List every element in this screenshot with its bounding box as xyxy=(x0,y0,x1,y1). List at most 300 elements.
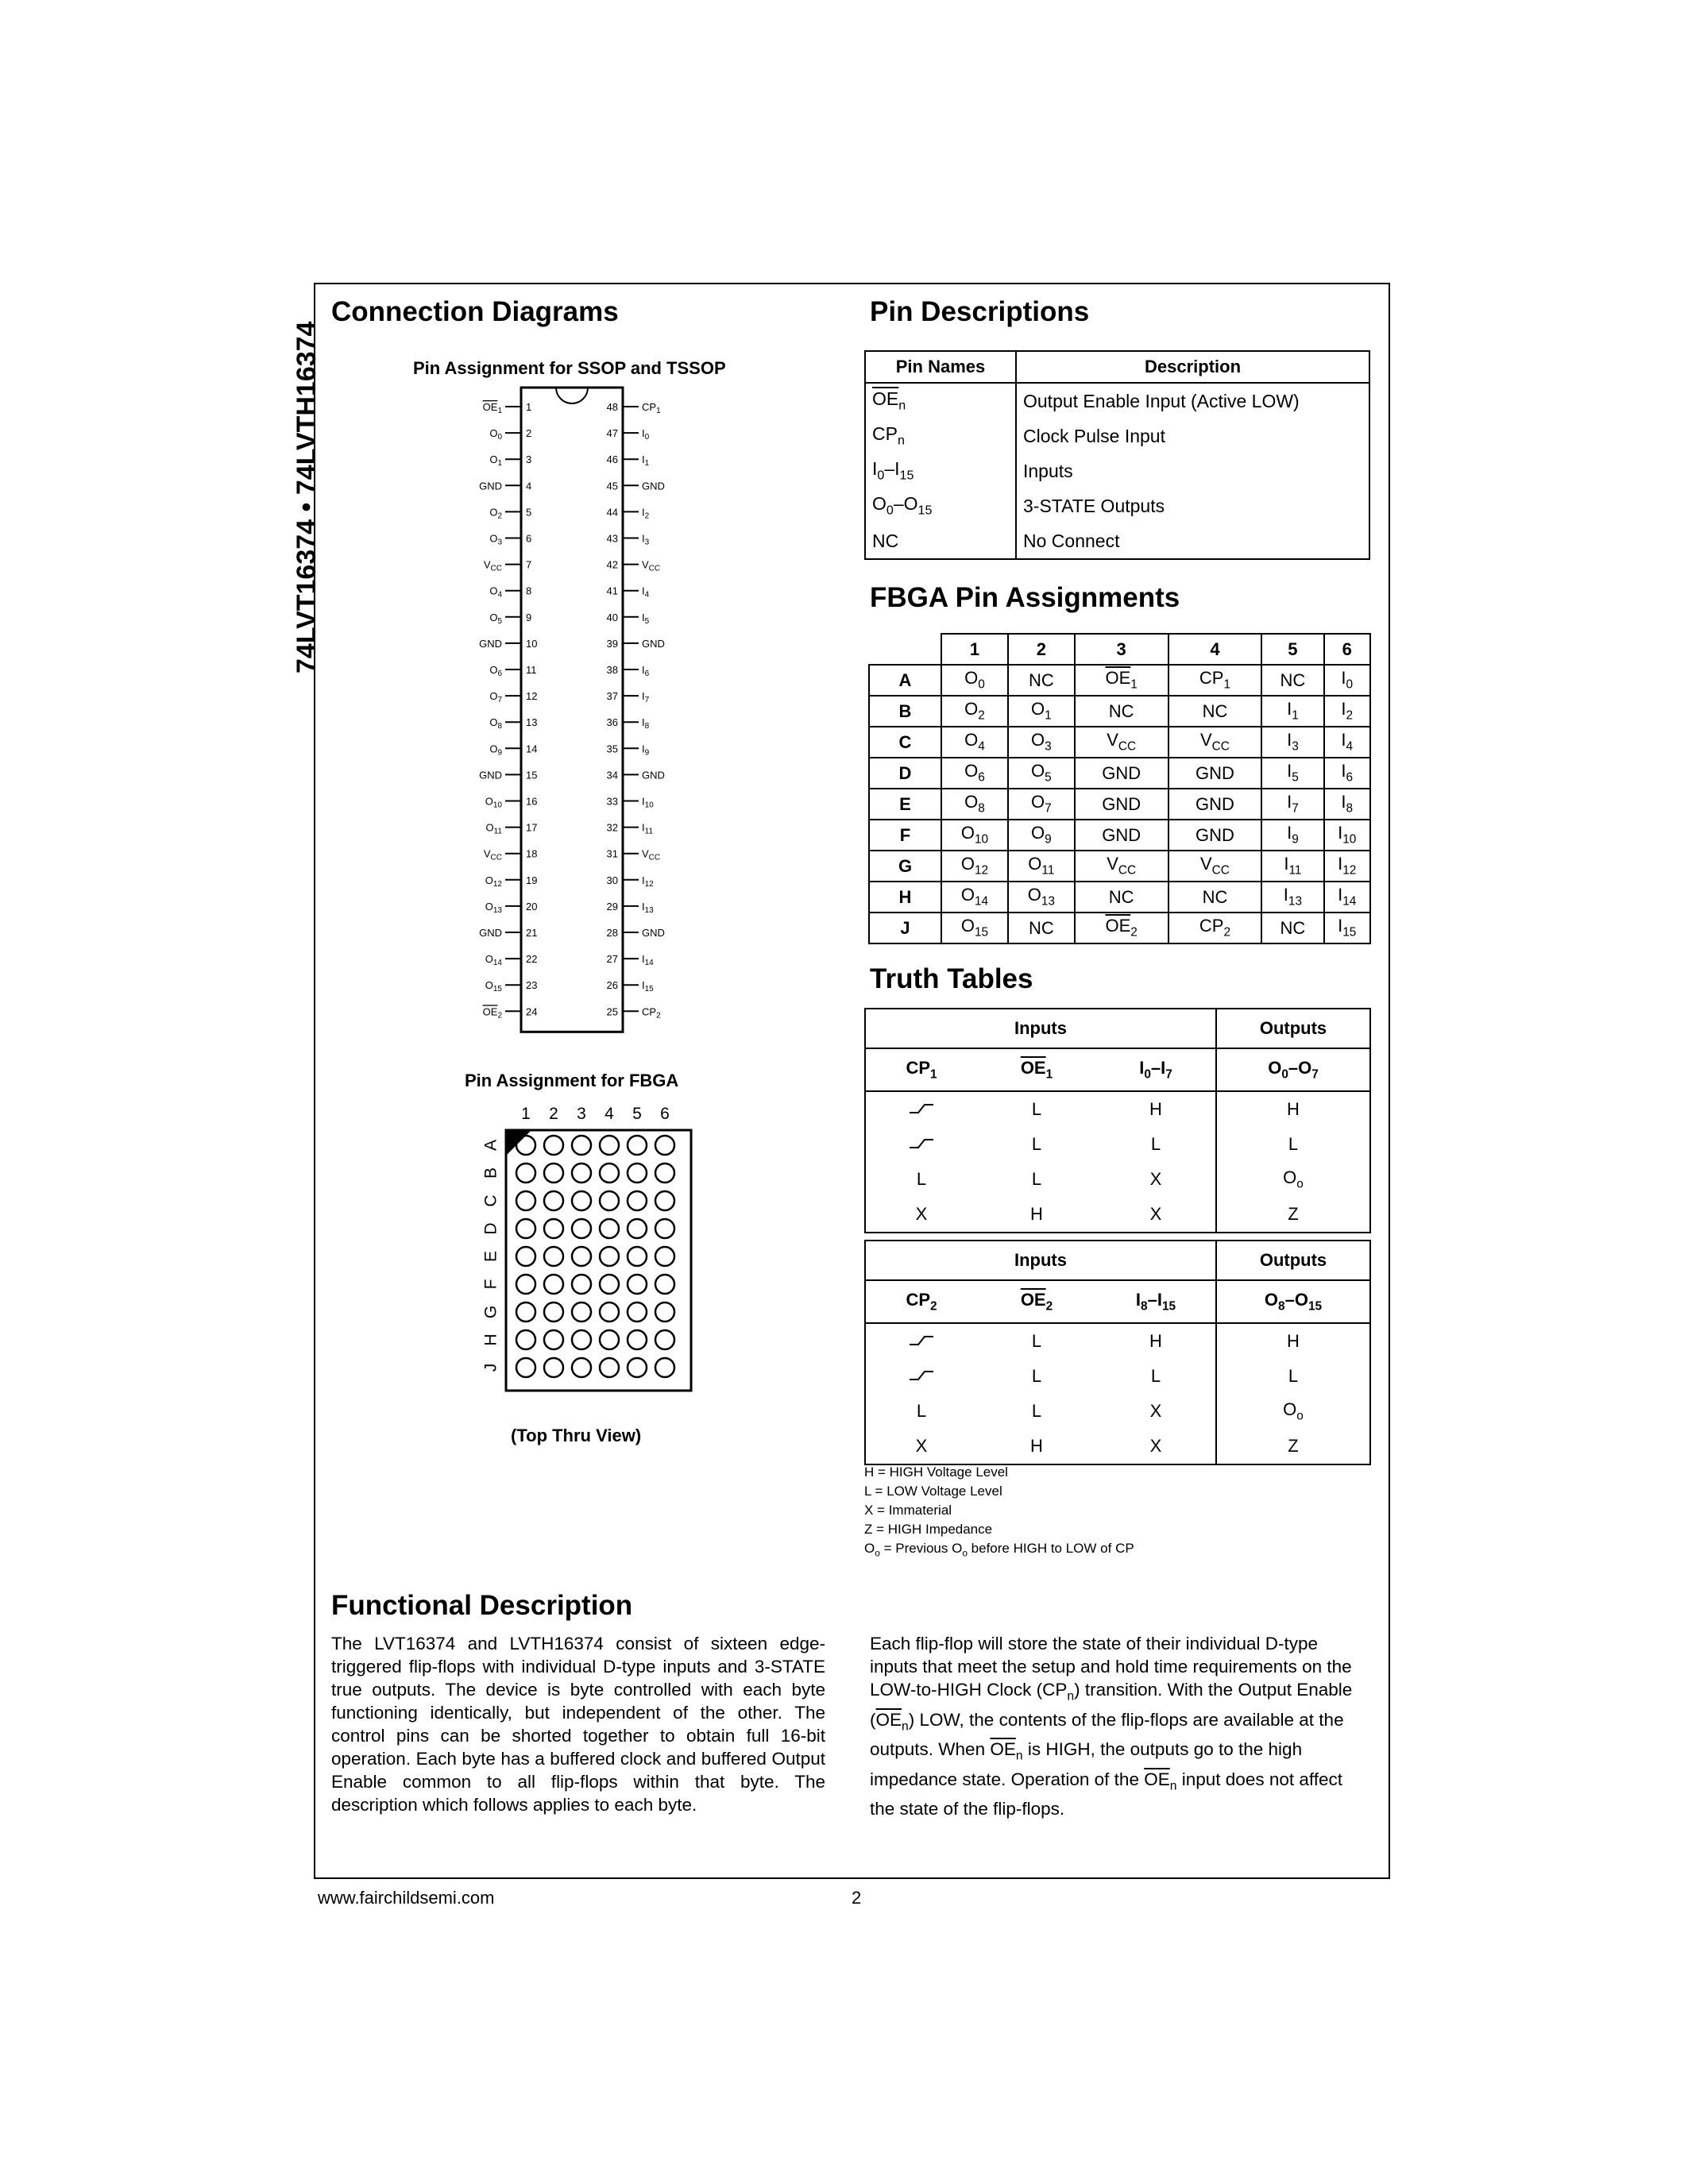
fbga-col-number: 2 xyxy=(549,1105,558,1123)
truth-cell xyxy=(865,1323,977,1359)
pin-description: Clock Pulse Input xyxy=(1016,419,1369,453)
truth-table-row xyxy=(865,1359,1370,1394)
pin-number: 7 xyxy=(526,558,532,571)
fbga-ball xyxy=(516,1219,535,1238)
fbga-cell: GND xyxy=(1168,820,1262,851)
pin-number: 21 xyxy=(526,927,538,939)
side-title: 74LVT16374 • 74LVTH16374 xyxy=(292,321,322,673)
fbga-ball xyxy=(572,1163,591,1183)
truth-cell: Z xyxy=(1288,1436,1299,1456)
pin-label: $O_5$ xyxy=(489,611,502,626)
pin-label: $I_7$ xyxy=(642,690,650,705)
pin-number: 31 xyxy=(606,847,618,860)
pin-number: 25 xyxy=(606,1005,618,1018)
fbga-ball xyxy=(544,1302,563,1322)
pin-label: $V_{CC}$ xyxy=(642,847,661,862)
pin-number: 16 xyxy=(526,795,538,808)
fbga-col-header: 1 xyxy=(941,634,1008,665)
fbga-ball xyxy=(544,1136,563,1155)
pin-label: $O_9$ xyxy=(489,743,502,758)
pin-number: 41 xyxy=(606,585,618,597)
fbga-cell: NC xyxy=(1008,665,1075,696)
pin-label: GND xyxy=(642,769,665,781)
fbga-row-letter: E xyxy=(481,1250,500,1263)
pin-label: $I_8$ xyxy=(642,716,650,731)
pin-label: $O_0$ xyxy=(489,427,502,442)
pin-number: 27 xyxy=(606,953,618,966)
fbga-col-number: 5 xyxy=(632,1105,642,1123)
fbga-cell: $CP_1$ xyxy=(1168,665,1262,696)
pin-number: 39 xyxy=(606,637,618,650)
fbga-cell: $O_4$ xyxy=(941,727,1008,758)
outputs-group-header: Outputs xyxy=(1216,1009,1370,1048)
pin-label: $I_{11}$ xyxy=(642,821,654,836)
fbga-row-label: F xyxy=(869,820,941,851)
pin-descriptions-heading: Pin Descriptions xyxy=(870,296,1090,327)
functional-description-para-2: Each flip-flop will store the state of their individual D-type inputs that meet the setup and hold time requirements on the LOW-to-HIGH Clock $(CP_n)$ transition. With the Output Enable $(\overline{OE}_n)$ LOW, the contents of the flip-flops are available at the outputs. When $\overline{OE}_n$ is HIGH, the outputs go to the high impedance state. Operation of the $\overline{OE}_n$ input does not affect the state of the flip-flops. xyxy=(870,1634,1353,1819)
truth-table-row xyxy=(865,1091,1370,1127)
fbga-cell: GND xyxy=(1075,820,1168,851)
fbga-row-letter: B xyxy=(481,1167,500,1179)
fbga-row-letter: G xyxy=(481,1305,500,1319)
pin-label: GND xyxy=(642,480,665,492)
fbga-row xyxy=(869,665,1370,696)
truth-table-row xyxy=(865,1429,1370,1464)
truth-cell: L xyxy=(1031,1169,1042,1189)
fbga-cell: NC xyxy=(1261,913,1323,943)
pin-label: $V_{CC}$ xyxy=(483,558,502,573)
fbga-cell: NC xyxy=(1075,696,1168,727)
truth-cell: H xyxy=(1287,1099,1300,1119)
fbga-cell: $O_5$ xyxy=(1008,758,1075,789)
pin-number: 5 xyxy=(526,506,532,519)
fbga-ball xyxy=(572,1136,591,1155)
fbga-row-label: G xyxy=(869,851,941,882)
truth-table-row xyxy=(865,1394,1370,1429)
pin-name: NC xyxy=(865,523,1016,559)
fbga-caption: Pin Assignment for FBGA xyxy=(465,1071,679,1090)
pin-number: 45 xyxy=(606,480,618,492)
truth-cell: L xyxy=(1031,1099,1042,1119)
pin-label: $O_{13}$ xyxy=(485,900,502,915)
fbga-cell: $O_2$ xyxy=(941,696,1008,727)
fbga-cell: $V_{CC}$ xyxy=(1075,727,1168,758)
fbga-cell: $I_{10}$ xyxy=(1324,820,1370,851)
fbga-ball xyxy=(628,1247,647,1266)
fbga-cell: GND xyxy=(1075,758,1168,789)
fbga-assignments-heading: FBGA Pin Assignments xyxy=(870,582,1180,613)
fbga-cell: $I_2$ xyxy=(1324,696,1370,727)
truth-col-header: $I_0-I_7$ xyxy=(1096,1048,1216,1091)
ssop-pinout-diagram xyxy=(445,381,763,1048)
fbga-cell: $I_8$ xyxy=(1324,789,1370,820)
fbga-cell: GND xyxy=(1075,789,1168,820)
truth-cell: L xyxy=(1288,1134,1299,1154)
fbga-ball xyxy=(655,1163,674,1183)
fbga-cell: GND xyxy=(1168,758,1262,789)
fbga-row xyxy=(869,696,1370,727)
fbga-cell: $I_{11}$ xyxy=(1261,851,1323,882)
fbga-cell: NC xyxy=(1261,665,1323,696)
note-previous: $O_o$ = Previous $O_o$ before HIGH to LOW of CP xyxy=(864,1541,1134,1559)
truth-cell: L xyxy=(1096,1127,1216,1162)
pin-label: $I_0$ xyxy=(642,427,650,442)
pin-label: $I_{14}$ xyxy=(642,953,654,968)
fbga-ball xyxy=(572,1275,591,1294)
fbga-view-caption: (Top Thru View) xyxy=(511,1426,642,1445)
fbga-row-letter: F xyxy=(481,1279,500,1290)
fbga-ball xyxy=(516,1136,535,1155)
pin-label: $I_{15}$ xyxy=(642,979,654,994)
truth-cell: L xyxy=(1031,1331,1042,1351)
note-z: Z = HIGH Impedance xyxy=(864,1522,993,1537)
pin-label: $OE_2$ xyxy=(482,1005,502,1021)
fbga-row-letter: H xyxy=(481,1333,500,1346)
pin-number: 12 xyxy=(526,690,538,703)
fbga-row-label: E xyxy=(869,789,941,820)
truth-cell: Z xyxy=(1288,1204,1299,1224)
fbga-ball xyxy=(600,1330,619,1349)
pin-number: 36 xyxy=(606,716,618,729)
pin-label: $O_1$ xyxy=(489,453,502,469)
fbga-assignments-table xyxy=(868,633,1371,944)
note-h: H = HIGH Voltage Level xyxy=(864,1464,1008,1480)
fbga-row-label: J xyxy=(869,913,941,943)
fbga-ball xyxy=(655,1358,674,1377)
pin-label: $I_{12}$ xyxy=(642,874,654,889)
truth-cell: X xyxy=(1096,1394,1216,1429)
fbga-cell: $I_3$ xyxy=(1261,727,1323,758)
pin-description-row xyxy=(865,383,1369,419)
truth-table-row xyxy=(865,1127,1370,1162)
fbga-ball xyxy=(600,1136,619,1155)
fbga-row xyxy=(869,851,1370,882)
outputs-group-header: Outputs xyxy=(1216,1241,1370,1280)
fbga-ball xyxy=(655,1302,674,1322)
pin-number: 48 xyxy=(606,401,618,413)
fbga-ball xyxy=(600,1219,619,1238)
truth-table-notes xyxy=(864,1463,1134,1562)
truth-cell: L xyxy=(1288,1366,1299,1386)
truth-tables-heading: Truth Tables xyxy=(870,963,1033,994)
fbga-row xyxy=(869,820,1370,851)
pin-label: $O_7$ xyxy=(489,690,502,705)
fbga-cell: NC xyxy=(1008,913,1075,943)
pin-description-row xyxy=(865,453,1369,488)
pin-description-row xyxy=(865,488,1369,523)
pin-number: 18 xyxy=(526,847,538,860)
fbga-ball xyxy=(655,1191,674,1210)
truth-cell xyxy=(865,1127,977,1162)
truth-cell: X xyxy=(1096,1162,1216,1197)
fbga-row-letter: D xyxy=(481,1222,500,1235)
fbga-cell: $I_6$ xyxy=(1324,758,1370,789)
pin-number: 46 xyxy=(606,453,618,466)
fbga-ball xyxy=(516,1330,535,1349)
pin-description-row xyxy=(865,523,1369,559)
pin-label: $O_4$ xyxy=(489,585,502,600)
functional-description-heading: Functional Description xyxy=(331,1590,633,1621)
fbga-cell: $O_{14}$ xyxy=(941,882,1008,913)
pin-description: 3-STATE Outputs xyxy=(1016,488,1369,523)
fbga-ball xyxy=(572,1358,591,1377)
fbga-col-header: 2 xyxy=(1008,634,1075,665)
fbga-cell: $CP_2$ xyxy=(1168,913,1262,943)
pin-label: GND xyxy=(479,480,502,492)
pin-label: $O_{15}$ xyxy=(485,979,502,994)
pin-description: Output Enable Input (Active LOW) xyxy=(1016,383,1369,419)
pin-label: $CP_2$ xyxy=(642,1005,661,1021)
truth-table-1 xyxy=(864,1008,1371,1233)
pin-label: $I_9$ xyxy=(642,743,650,758)
footer-page-number: 2 xyxy=(852,1888,862,1908)
pin-number: 29 xyxy=(606,900,618,913)
pin-name: $CP_n$ xyxy=(865,419,1016,453)
pin-number: 2 xyxy=(526,427,532,440)
fbga-cell: $I_1$ xyxy=(1261,696,1323,727)
pin-number: 15 xyxy=(526,769,538,781)
pin-number: 6 xyxy=(526,532,532,545)
truth-cell: L xyxy=(1031,1401,1042,1421)
pin-number: 42 xyxy=(606,558,618,571)
fbga-ball xyxy=(572,1247,591,1266)
truth-cell xyxy=(865,1091,977,1127)
pin-label: $O_{10}$ xyxy=(485,795,502,810)
fbga-row-letter: A xyxy=(481,1139,500,1152)
pin-number: 3 xyxy=(526,453,532,466)
fbga-ball xyxy=(628,1191,647,1210)
truth-cell: L xyxy=(1096,1359,1216,1394)
fbga-cell: $O_7$ xyxy=(1008,789,1075,820)
truth-col-header: $O_8-O_{15}$ xyxy=(1216,1280,1370,1323)
truth-table-row xyxy=(865,1323,1370,1359)
fbga-ball xyxy=(655,1247,674,1266)
truth-cell: H xyxy=(1030,1436,1043,1456)
fbga-row-label: B xyxy=(869,696,941,727)
fbga-ball xyxy=(600,1247,619,1266)
description-header: Description xyxy=(1016,351,1369,383)
truth-cell: X xyxy=(1096,1197,1216,1233)
footer-website[interactable]: www.fairchildsemi.com xyxy=(318,1888,495,1908)
fbga-cell: $I_5$ xyxy=(1261,758,1323,789)
pin-number: 1 xyxy=(526,401,532,413)
fbga-ball xyxy=(628,1330,647,1349)
fbga-cell: $V_{CC}$ xyxy=(1168,851,1262,882)
note-l: L = LOW Voltage Level xyxy=(864,1484,1002,1499)
rising-edge-icon xyxy=(908,1334,935,1347)
fbga-col-number: 1 xyxy=(521,1105,531,1123)
fbga-ball xyxy=(655,1330,674,1349)
fbga-ball xyxy=(600,1302,619,1322)
fbga-cell: $O_1$ xyxy=(1008,696,1075,727)
fbga-cell: $O_6$ xyxy=(941,758,1008,789)
fbga-ball xyxy=(628,1219,647,1238)
fbga-ball xyxy=(544,1275,563,1294)
fbga-row-label: H xyxy=(869,882,941,913)
functional-description-para-1: The LVT16374 and LVTH16374 consist of sixteen edge-triggered flip-flops with individual D-type inputs and 3-STATE true outputs. The device is byte controlled with each byte functioning identically, but independent of the other. The control pins can be shorted together to obtain full 16-bit operation. Each byte has a buffered clock and buffered Output Enable common to all flip-flops within that byte. The description which follows applies to each byte. xyxy=(331,1634,825,1815)
fbga-cell: $O_3$ xyxy=(1008,727,1075,758)
pin-number: 8 xyxy=(526,585,532,597)
pin-number: 33 xyxy=(606,795,618,808)
inputs-group-header: Inputs xyxy=(865,1009,1216,1048)
fbga-ball xyxy=(544,1219,563,1238)
fbga-row xyxy=(869,727,1370,758)
fbga-ball xyxy=(600,1275,619,1294)
pin-description-row xyxy=(865,419,1369,453)
pin-label: $O_{14}$ xyxy=(485,953,502,968)
fbga-pin-grid-diagram xyxy=(469,1100,707,1402)
truth-table-row xyxy=(865,1162,1370,1197)
fbga-cell: $O_{13}$ xyxy=(1008,882,1075,913)
fbga-cell: $V_{CC}$ xyxy=(1168,727,1262,758)
pin-number: 26 xyxy=(606,979,618,992)
truth-table-2 xyxy=(864,1240,1371,1465)
pin-number: 20 xyxy=(526,900,538,913)
pin-number: 24 xyxy=(526,1005,538,1018)
fbga-ball xyxy=(516,1247,535,1266)
pin-number: 40 xyxy=(606,611,618,623)
pin-label: $I_3$ xyxy=(642,532,650,547)
pin-number: 28 xyxy=(606,927,618,939)
pin-label: $O_6$ xyxy=(489,664,502,678)
pin-label: $I_{13}$ xyxy=(642,900,654,915)
truth-cell: H xyxy=(1030,1204,1043,1224)
pin-number: 19 xyxy=(526,874,538,886)
truth-cell: H xyxy=(1096,1091,1216,1127)
truth-table-row xyxy=(865,1197,1370,1233)
fbga-col-number: 6 xyxy=(660,1105,670,1123)
truth-col-header: $I_8-I_{15}$ xyxy=(1096,1280,1216,1323)
fbga-ball xyxy=(600,1191,619,1210)
fbga-cell: $O_8$ xyxy=(941,789,1008,820)
fbga-cell: GND xyxy=(1168,789,1262,820)
fbga-ball xyxy=(544,1330,563,1349)
fbga-cell: $O_9$ xyxy=(1008,820,1075,851)
pin-name: $\overline{OE}_n$ xyxy=(865,383,1016,419)
fbga-ball xyxy=(544,1191,563,1210)
truth-col-header: $\overline{OE}_1$ xyxy=(977,1048,1096,1091)
fbga-ball xyxy=(600,1358,619,1377)
pin-number: 22 xyxy=(526,953,538,966)
truth-cell: L xyxy=(916,1169,927,1189)
fbga-cell: $I_{15}$ xyxy=(1324,913,1370,943)
pin-label: $O_8$ xyxy=(489,716,502,731)
pin-number: 13 xyxy=(526,716,538,729)
fbga-col-header: 5 xyxy=(1261,634,1323,665)
fbga-cell: $\overline{OE}_1$ xyxy=(1075,665,1168,696)
fbga-ball xyxy=(628,1163,647,1183)
pin-descriptions-table xyxy=(864,350,1370,560)
fbga-cell: $I_{13}$ xyxy=(1261,882,1323,913)
pin-number: 44 xyxy=(606,506,618,519)
fbga-row xyxy=(869,882,1370,913)
truth-cell: H xyxy=(1096,1323,1216,1359)
fbga-ball xyxy=(516,1302,535,1322)
truth-cell: L xyxy=(1031,1366,1042,1386)
fbga-cell: $O_{10}$ xyxy=(941,820,1008,851)
ssop-caption: Pin Assignment for SSOP and TSSOP xyxy=(413,358,726,378)
pin-label: $O_{12}$ xyxy=(485,874,502,889)
truth-col-header: $CP_1$ xyxy=(865,1048,977,1091)
pin-label: GND xyxy=(479,769,502,781)
pin-label: $I_5$ xyxy=(642,611,650,626)
fbga-row xyxy=(869,789,1370,820)
pin-label: $OE_1$ xyxy=(482,401,502,415)
fbga-row xyxy=(869,758,1370,789)
pin-label: GND xyxy=(479,927,502,939)
pin-number: 43 xyxy=(606,532,618,545)
fbga-ball xyxy=(655,1136,674,1155)
fbga-ball xyxy=(572,1219,591,1238)
fbga-row-label: D xyxy=(869,758,941,789)
fbga-col-header: 4 xyxy=(1168,634,1262,665)
pin-number: 38 xyxy=(606,664,618,676)
truth-cell: L xyxy=(1031,1134,1042,1154)
truth-cell: $O_o$ xyxy=(1283,1399,1304,1423)
fbga-col-header: 3 xyxy=(1075,634,1168,665)
truth-cell xyxy=(865,1359,977,1394)
fbga-ball xyxy=(572,1302,591,1322)
fbga-ball xyxy=(544,1163,563,1183)
pin-label: $I_1$ xyxy=(642,453,650,469)
fbga-row-label: A xyxy=(869,665,941,696)
pin-label: GND xyxy=(642,927,665,939)
truth-col-header: $O_0-O_7$ xyxy=(1216,1048,1370,1091)
pin-number: 37 xyxy=(606,690,618,703)
truth-cell: L xyxy=(916,1401,927,1421)
fbga-cell: $O_{11}$ xyxy=(1008,851,1075,882)
fbga-ball xyxy=(600,1163,619,1183)
truth-col-header: $\overline{OE}_2$ xyxy=(977,1280,1096,1323)
pin-label: $O_{11}$ xyxy=(485,821,502,836)
pin-label: $O_3$ xyxy=(489,532,502,547)
fbga-row xyxy=(869,913,1370,943)
truth-cell: H xyxy=(1287,1331,1300,1351)
truth-cell: X xyxy=(915,1204,928,1224)
fbga-cell: NC xyxy=(1168,882,1262,913)
fbga-cell: $I_{12}$ xyxy=(1324,851,1370,882)
fbga-ball xyxy=(655,1275,674,1294)
rising-edge-icon xyxy=(908,1137,935,1150)
fbga-row-letter: C xyxy=(481,1194,500,1207)
fbga-cell: $V_{CC}$ xyxy=(1075,851,1168,882)
pin1-notch xyxy=(556,388,588,403)
pin-label: $I_6$ xyxy=(642,664,650,678)
rising-edge-icon xyxy=(908,1102,935,1115)
fbga-row-letter: J xyxy=(481,1363,500,1372)
inputs-group-header: Inputs xyxy=(865,1241,1216,1280)
truth-cell: X xyxy=(915,1436,928,1456)
pin-number: 47 xyxy=(606,427,618,440)
fbga-cell: $I_7$ xyxy=(1261,789,1323,820)
fbga-cell: NC xyxy=(1075,882,1168,913)
fbga-ball xyxy=(655,1219,674,1238)
fbga-col-number: 4 xyxy=(605,1105,614,1123)
fbga-cell: $I_{14}$ xyxy=(1324,882,1370,913)
pin-name: $I_0-I_{15}$ xyxy=(865,453,1016,488)
pin-number: 30 xyxy=(606,874,618,886)
pin-label: $I_2$ xyxy=(642,506,650,521)
fbga-col-number: 3 xyxy=(577,1105,586,1123)
fbga-cell: $I_0$ xyxy=(1324,665,1370,696)
fbga-col-header: 6 xyxy=(1324,634,1370,665)
pin-label: $V_{CC}$ xyxy=(642,558,661,573)
fbga-ball xyxy=(544,1358,563,1377)
pin-label: $V_{CC}$ xyxy=(483,847,502,862)
fbga-ball xyxy=(572,1191,591,1210)
fbga-row-label: C xyxy=(869,727,941,758)
pin-label: GND xyxy=(642,637,665,650)
